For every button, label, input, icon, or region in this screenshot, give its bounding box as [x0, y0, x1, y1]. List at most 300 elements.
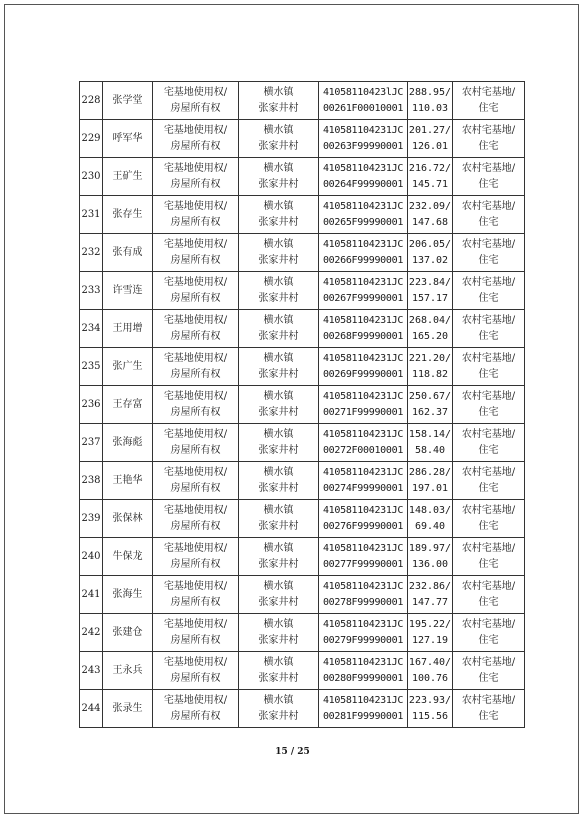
table-row	[80, 348, 525, 386]
land-use-line: 住宅	[478, 596, 499, 608]
area-line: 195.22/	[408, 618, 452, 630]
land-use-cell	[453, 272, 525, 310]
unit-code-line: 410581104231JC	[322, 542, 404, 554]
row-index-cell: 241	[80, 576, 103, 614]
land-use-cell	[453, 652, 525, 690]
unit-code-line: 41058110423lJC	[322, 86, 404, 98]
land-use-line: 农村宅基地/	[461, 238, 516, 250]
unit-code-cell	[319, 424, 408, 462]
area-line: 118.82	[411, 368, 449, 380]
unit-code-cell	[319, 234, 408, 272]
land-use-cell	[453, 234, 525, 272]
right-type-line: 宅基地使用权/	[163, 162, 228, 174]
unit-code-line: 410581104231JC	[322, 580, 404, 592]
unit-code-line: 00268F99990001	[322, 330, 404, 342]
land-use-line: 住宅	[478, 406, 499, 418]
area-line: 158.14/	[408, 428, 452, 440]
land-use-line: 住宅	[478, 330, 499, 342]
table-row	[80, 386, 525, 424]
unit-code-line: 00266F99990001	[322, 254, 404, 266]
area-cell	[408, 82, 453, 120]
right-type-line: 宅基地使用权/	[163, 314, 228, 326]
land-use-line: 农村宅基地/	[461, 618, 516, 630]
unit-code-cell	[319, 614, 408, 652]
right-type-line: 宅基地使用权/	[163, 238, 228, 250]
unit-code-line: 00265F99990001	[322, 216, 404, 228]
location-cell	[239, 120, 319, 158]
row-index-cell: 236	[80, 386, 103, 424]
area-cell	[408, 614, 453, 652]
right-type-line: 房屋所有权	[170, 140, 221, 152]
land-use-line: 住宅	[478, 368, 499, 380]
unit-code-line: 00279F99990001	[322, 634, 404, 646]
row-index-cell: 242	[80, 614, 103, 652]
owner-name-cell: 王用增	[103, 310, 153, 348]
unit-code-cell	[319, 652, 408, 690]
unit-code-line: 410581104231JC	[322, 314, 404, 326]
unit-code-line: 410581104231JC	[322, 656, 404, 668]
location-cell	[239, 690, 319, 728]
location-cell	[239, 386, 319, 424]
right-type-cell	[153, 576, 239, 614]
right-type-cell	[153, 614, 239, 652]
area-line: 127.19	[411, 634, 449, 646]
land-use-line: 住宅	[478, 634, 499, 646]
right-type-cell	[153, 462, 239, 500]
location-cell	[239, 196, 319, 234]
row-index-cell: 240	[80, 538, 103, 576]
location-line: 横水镇	[263, 618, 294, 630]
location-line: 横水镇	[263, 694, 294, 706]
right-type-line: 房屋所有权	[170, 368, 221, 380]
owner-name-cell: 牛保龙	[103, 538, 153, 576]
location-line: 横水镇	[263, 428, 294, 440]
location-line: 横水镇	[263, 238, 294, 250]
right-type-line: 宅基地使用权/	[163, 276, 228, 288]
area-line: 147.77	[411, 596, 449, 608]
table-row	[80, 272, 525, 310]
area-cell	[408, 348, 453, 386]
land-use-line: 农村宅基地/	[461, 200, 516, 212]
area-line: 232.86/	[408, 580, 452, 592]
row-index-cell: 231	[80, 196, 103, 234]
right-type-cell	[153, 386, 239, 424]
records-table-body	[80, 82, 525, 728]
owner-name-cell: 张海彪	[103, 424, 153, 462]
unit-code-line: 410581104231JC	[322, 466, 404, 478]
owner-name-cell: 张学堂	[103, 82, 153, 120]
table-row	[80, 500, 525, 538]
location-line: 张家井村	[258, 710, 299, 722]
right-type-line: 宅基地使用权/	[163, 580, 228, 592]
area-cell	[408, 196, 453, 234]
right-type-cell	[153, 120, 239, 158]
unit-code-line: 410581104231JC	[322, 200, 404, 212]
unit-code-line: 410581104231JC	[322, 618, 404, 630]
right-type-line: 宅基地使用权/	[163, 542, 228, 554]
right-type-line: 宅基地使用权/	[163, 352, 228, 364]
unit-code-line: 410581104231JC	[322, 694, 404, 706]
land-use-cell	[453, 82, 525, 120]
location-line: 横水镇	[263, 580, 294, 592]
area-line: 223.84/	[408, 276, 452, 288]
area-cell	[408, 272, 453, 310]
table-row	[80, 234, 525, 272]
area-line: 221.20/	[408, 352, 452, 364]
land-use-cell	[453, 120, 525, 158]
land-use-line: 农村宅基地/	[461, 542, 516, 554]
unit-code-cell	[319, 348, 408, 386]
right-type-line: 房屋所有权	[170, 216, 221, 228]
right-type-line: 房屋所有权	[170, 596, 221, 608]
area-line: 223.93/	[408, 694, 452, 706]
land-use-line: 住宅	[478, 102, 499, 114]
area-cell	[408, 462, 453, 500]
area-line: 157.17	[411, 292, 449, 304]
unit-code-line: 00281F99990001	[322, 710, 404, 722]
land-use-line: 住宅	[478, 710, 499, 722]
right-type-line: 宅基地使用权/	[163, 466, 228, 478]
location-cell	[239, 424, 319, 462]
unit-code-cell	[319, 158, 408, 196]
table-row	[80, 652, 525, 690]
row-index-cell: 243	[80, 652, 103, 690]
table-row	[80, 82, 525, 120]
area-line: 201.27/	[408, 124, 452, 136]
right-type-line: 房屋所有权	[170, 330, 221, 342]
location-line: 张家井村	[258, 216, 299, 228]
right-type-line: 宅基地使用权/	[163, 200, 228, 212]
owner-name-cell: 张存生	[103, 196, 153, 234]
area-line: 286.28/	[408, 466, 452, 478]
land-use-cell	[453, 386, 525, 424]
location-cell	[239, 462, 319, 500]
right-type-line: 房屋所有权	[170, 482, 221, 494]
row-index-cell: 237	[80, 424, 103, 462]
unit-code-line: 00271F99990001	[322, 406, 404, 418]
right-type-line: 宅基地使用权/	[163, 504, 228, 516]
table-row	[80, 576, 525, 614]
right-type-line: 宅基地使用权/	[163, 694, 228, 706]
unit-code-line: 00280F99990001	[322, 672, 404, 684]
location-line: 横水镇	[263, 466, 294, 478]
land-use-cell	[453, 158, 525, 196]
table-row	[80, 120, 525, 158]
location-line: 张家井村	[258, 482, 299, 494]
unit-code-line: 00269F99990001	[322, 368, 404, 380]
row-index-cell: 233	[80, 272, 103, 310]
area-cell	[408, 234, 453, 272]
land-use-cell	[453, 196, 525, 234]
page-number: 15 / 25	[275, 747, 310, 757]
unit-code-cell	[319, 576, 408, 614]
row-index-cell: 244	[80, 690, 103, 728]
location-line: 张家井村	[258, 520, 299, 532]
area-line: 197.01	[411, 482, 449, 494]
right-type-line: 房屋所有权	[170, 102, 221, 114]
unit-code-line: 410581104231JC	[322, 428, 404, 440]
right-type-line: 宅基地使用权/	[163, 428, 228, 440]
right-type-cell	[153, 348, 239, 386]
right-type-cell	[153, 158, 239, 196]
unit-code-line: 00278F99990001	[322, 596, 404, 608]
unit-code-cell	[319, 386, 408, 424]
location-cell	[239, 158, 319, 196]
land-use-line: 住宅	[478, 672, 499, 684]
right-type-line: 房屋所有权	[170, 710, 221, 722]
right-type-line: 房屋所有权	[170, 520, 221, 532]
area-line: 126.01	[411, 140, 449, 152]
table-row	[80, 310, 525, 348]
table-row	[80, 424, 525, 462]
location-line: 横水镇	[263, 504, 294, 516]
location-cell	[239, 576, 319, 614]
right-type-line: 房屋所有权	[170, 254, 221, 266]
owner-name-cell: 张有成	[103, 234, 153, 272]
area-line: 100.76	[411, 672, 449, 684]
owner-name-cell: 张录生	[103, 690, 153, 728]
table-row	[80, 158, 525, 196]
location-cell	[239, 652, 319, 690]
land-use-line: 农村宅基地/	[461, 694, 516, 706]
right-type-line: 宅基地使用权/	[163, 124, 228, 136]
owner-name-cell: 王艳华	[103, 462, 153, 500]
land-use-line: 住宅	[478, 254, 499, 266]
unit-code-line: 00261F00010001	[322, 102, 404, 114]
table-row	[80, 690, 525, 728]
unit-code-line: 410581104231JC	[322, 390, 404, 402]
land-use-line: 住宅	[478, 178, 499, 190]
location-line: 张家井村	[258, 634, 299, 646]
owner-name-cell: 张建仓	[103, 614, 153, 652]
area-line: 136.00	[411, 558, 449, 570]
row-index-cell: 238	[80, 462, 103, 500]
location-line: 张家井村	[258, 254, 299, 266]
right-type-line: 宅基地使用权/	[163, 656, 228, 668]
area-cell	[408, 652, 453, 690]
area-cell	[408, 500, 453, 538]
unit-code-cell	[319, 120, 408, 158]
unit-code-line: 410581104231JC	[322, 276, 404, 288]
unit-code-line: 00263F99990001	[322, 140, 404, 152]
records-table	[79, 81, 525, 728]
area-line: 110.03	[411, 102, 449, 114]
unit-code-cell	[319, 82, 408, 120]
area-line: 288.95/	[408, 86, 452, 98]
area-line: 216.72/	[408, 162, 452, 174]
right-type-line: 房屋所有权	[170, 558, 221, 570]
row-index-cell: 234	[80, 310, 103, 348]
unit-code-line: 00276F99990001	[322, 520, 404, 532]
area-line: 189.97/	[408, 542, 452, 554]
unit-code-line: 00272F00010001	[322, 444, 404, 456]
table-row	[80, 196, 525, 234]
right-type-line: 宅基地使用权/	[163, 618, 228, 630]
land-use-line: 农村宅基地/	[461, 86, 516, 98]
land-use-line: 住宅	[478, 444, 499, 456]
location-line: 横水镇	[263, 542, 294, 554]
row-index-cell: 232	[80, 234, 103, 272]
land-use-cell	[453, 500, 525, 538]
land-use-line: 农村宅基地/	[461, 580, 516, 592]
row-index-cell: 230	[80, 158, 103, 196]
location-line: 横水镇	[263, 656, 294, 668]
land-use-cell	[453, 310, 525, 348]
location-cell	[239, 310, 319, 348]
row-index-cell: 239	[80, 500, 103, 538]
location-line: 张家井村	[258, 140, 299, 152]
land-use-cell	[453, 462, 525, 500]
location-cell	[239, 538, 319, 576]
land-use-line: 农村宅基地/	[461, 352, 516, 364]
row-index-cell: 235	[80, 348, 103, 386]
right-type-cell	[153, 196, 239, 234]
area-line: 69.40	[414, 520, 446, 532]
location-line: 张家井村	[258, 672, 299, 684]
location-line: 张家井村	[258, 292, 299, 304]
area-cell	[408, 120, 453, 158]
owner-name-cell: 张广生	[103, 348, 153, 386]
right-type-cell	[153, 424, 239, 462]
right-type-cell	[153, 500, 239, 538]
area-line: 268.04/	[408, 314, 452, 326]
land-use-line: 农村宅基地/	[461, 390, 516, 402]
area-cell	[408, 424, 453, 462]
unit-code-line: 410581104231JC	[322, 162, 404, 174]
location-line: 张家井村	[258, 368, 299, 380]
area-cell	[408, 310, 453, 348]
right-type-cell	[153, 652, 239, 690]
area-cell	[408, 158, 453, 196]
land-use-line: 农村宅基地/	[461, 656, 516, 668]
unit-code-line: 410581104231JC	[322, 124, 404, 136]
location-line: 横水镇	[263, 162, 294, 174]
location-line: 横水镇	[263, 276, 294, 288]
owner-name-cell: 张海生	[103, 576, 153, 614]
area-cell	[408, 690, 453, 728]
land-use-line: 农村宅基地/	[461, 504, 516, 516]
land-use-cell	[453, 614, 525, 652]
area-line: 148.03/	[408, 504, 452, 516]
right-type-line: 房屋所有权	[170, 672, 221, 684]
area-line: 137.02	[411, 254, 449, 266]
owner-name-cell: 王存富	[103, 386, 153, 424]
location-cell	[239, 614, 319, 652]
location-line: 横水镇	[263, 200, 294, 212]
land-use-line: 住宅	[478, 482, 499, 494]
unit-code-cell	[319, 310, 408, 348]
right-type-cell	[153, 234, 239, 272]
unit-code-cell	[319, 196, 408, 234]
land-use-line: 住宅	[478, 140, 499, 152]
location-cell	[239, 234, 319, 272]
land-use-line: 住宅	[478, 216, 499, 228]
land-use-line: 农村宅基地/	[461, 314, 516, 326]
right-type-cell	[153, 690, 239, 728]
right-type-line: 宅基地使用权/	[163, 86, 228, 98]
location-line: 横水镇	[263, 390, 294, 402]
land-use-line: 农村宅基地/	[461, 124, 516, 136]
unit-code-line: 00277F99990001	[322, 558, 404, 570]
right-type-line: 房屋所有权	[170, 634, 221, 646]
right-type-cell	[153, 310, 239, 348]
area-line: 167.40/	[408, 656, 452, 668]
land-use-line: 住宅	[478, 292, 499, 304]
right-type-line: 宅基地使用权/	[163, 390, 228, 402]
unit-code-line: 410581104231JC	[322, 504, 404, 516]
land-use-cell	[453, 538, 525, 576]
unit-code-line: 410581104231JC	[322, 238, 404, 250]
land-use-cell	[453, 424, 525, 462]
unit-code-cell	[319, 272, 408, 310]
location-line: 张家井村	[258, 444, 299, 456]
area-line: 165.20	[411, 330, 449, 342]
owner-name-cell: 王矿生	[103, 158, 153, 196]
unit-code-line: 00264F99990001	[322, 178, 404, 190]
location-line: 张家井村	[258, 558, 299, 570]
unit-code-cell	[319, 538, 408, 576]
location-line: 横水镇	[263, 352, 294, 364]
area-cell	[408, 576, 453, 614]
row-index-cell: 228	[80, 82, 103, 120]
location-line: 张家井村	[258, 178, 299, 190]
unit-code-line: 00267F99990001	[322, 292, 404, 304]
location-line: 横水镇	[263, 314, 294, 326]
right-type-line: 房屋所有权	[170, 406, 221, 418]
unit-code-cell	[319, 690, 408, 728]
area-line: 147.68	[411, 216, 449, 228]
area-line: 162.37	[411, 406, 449, 418]
right-type-cell	[153, 272, 239, 310]
land-use-line: 农村宅基地/	[461, 428, 516, 440]
land-use-line: 住宅	[478, 558, 499, 570]
owner-name-cell: 许雪连	[103, 272, 153, 310]
table-row	[80, 614, 525, 652]
area-cell	[408, 386, 453, 424]
location-line: 张家井村	[258, 102, 299, 114]
location-cell	[239, 272, 319, 310]
area-cell	[408, 538, 453, 576]
area-line: 145.71	[411, 178, 449, 190]
area-line: 58.40	[414, 444, 446, 456]
unit-code-cell	[319, 462, 408, 500]
location-line: 张家井村	[258, 406, 299, 418]
unit-code-cell	[319, 500, 408, 538]
location-cell	[239, 348, 319, 386]
owner-name-cell: 张保林	[103, 500, 153, 538]
owner-name-cell: 呼军华	[103, 120, 153, 158]
location-line: 横水镇	[263, 124, 294, 136]
right-type-line: 房屋所有权	[170, 292, 221, 304]
row-index-cell: 229	[80, 120, 103, 158]
location-line: 张家井村	[258, 596, 299, 608]
land-use-line: 农村宅基地/	[461, 276, 516, 288]
table-row	[80, 462, 525, 500]
area-line: 250.67/	[408, 390, 452, 402]
owner-name-cell: 王永兵	[103, 652, 153, 690]
land-use-line: 住宅	[478, 520, 499, 532]
land-use-cell	[453, 348, 525, 386]
right-type-line: 房屋所有权	[170, 444, 221, 456]
location-cell	[239, 82, 319, 120]
right-type-cell	[153, 82, 239, 120]
table-row	[80, 538, 525, 576]
area-line: 232.09/	[408, 200, 452, 212]
area-line: 115.56	[411, 710, 449, 722]
land-use-line: 农村宅基地/	[461, 466, 516, 478]
land-use-cell	[453, 576, 525, 614]
unit-code-line: 00274F99990001	[322, 482, 404, 494]
